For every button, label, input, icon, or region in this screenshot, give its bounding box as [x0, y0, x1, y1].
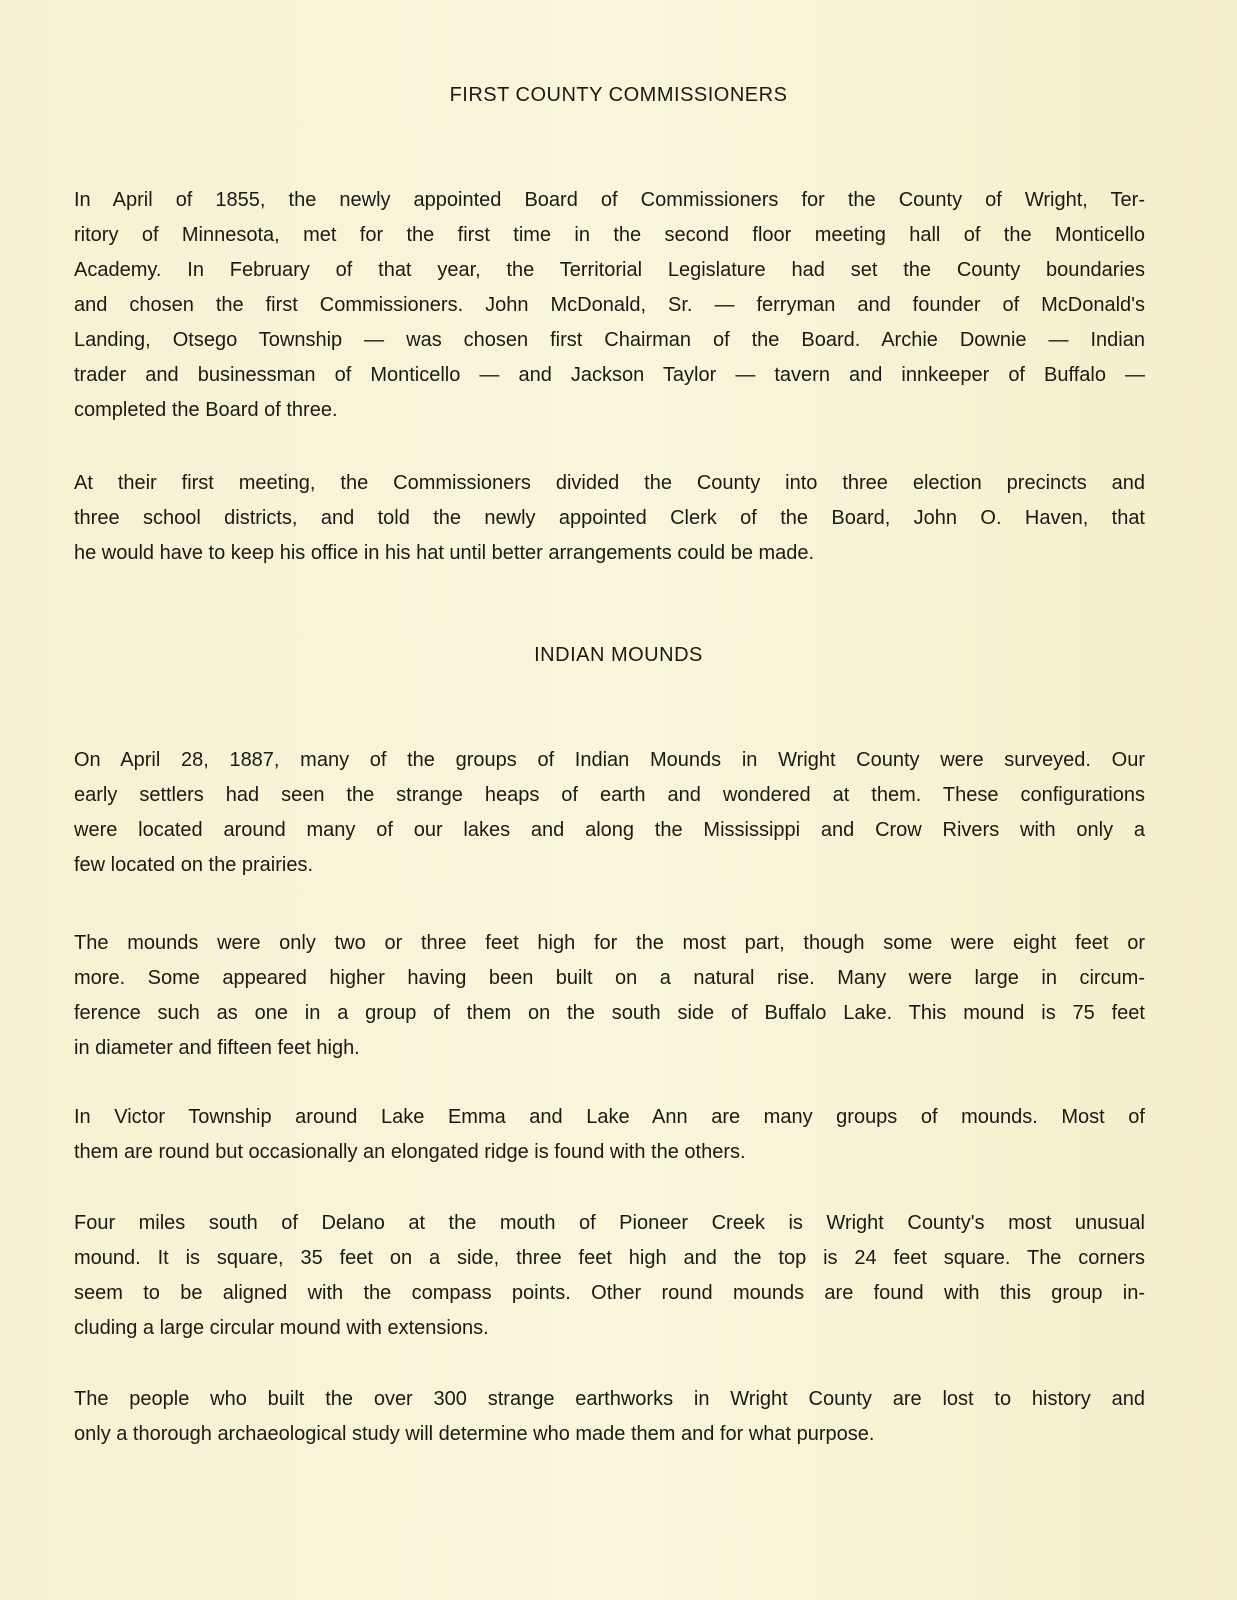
paragraph-line: more. Some appeared higher having been built on a natural rise. Many were large in circum-: [74, 967, 1145, 989]
paragraph-line: them are round but occasionally an elongated ridge is found with the others.: [74, 1141, 746, 1163]
paragraph-line: completed the Board of three.: [74, 399, 338, 421]
paragraph-line: early settlers had seen the strange heaps of earth and wondered at them. These configurations: [74, 784, 1145, 806]
paragraph: [74, 466, 1145, 571]
paragraph-line: In Victor Township around Lake Emma and Lake Ann are many groups of mounds. Most of: [74, 1106, 1145, 1128]
paragraph-line: Landing, Otsego Township — was chosen first Chairman of the Board. Archie Downie — Indian: [74, 329, 1145, 351]
paragraph: [74, 183, 1145, 428]
paragraph-line: ritory of Minnesota, met for the first time in the second floor meeting hall of the Monticello: [74, 224, 1145, 246]
paragraph-line: On April 28, 1887, many of the groups of Indian Mounds in Wright County were surveyed. Our: [74, 749, 1145, 771]
paragraph-line: were located around many of our lakes and along the Mississippi and Crow Rivers with only a: [74, 819, 1145, 841]
paragraph: [74, 926, 1145, 1066]
paragraph-line: in diameter and fifteen feet high.: [74, 1037, 360, 1059]
paragraph-line: The mounds were only two or three feet high for the most part, though some were eight feet or: [74, 932, 1145, 954]
heading-indian-mounds: INDIAN MOUNDS: [534, 644, 703, 666]
paragraph-line: ference such as one in a group of them on the south side of Buffalo Lake. This mound is 75 feet: [74, 1002, 1145, 1024]
paragraph: [74, 743, 1145, 883]
paragraph-line: trader and businessman of Monticello — and Jackson Taylor — tavern and innkeeper of Buffalo —: [74, 364, 1145, 386]
paragraph-line: few located on the prairies.: [74, 854, 314, 876]
paragraph-line: and chosen the first Commissioners. John McDonald, Sr. — ferryman and founder of McDonald's: [74, 294, 1145, 316]
paragraph-line: Four miles south of Delano at the mouth of Pioneer Creek is Wright County's most unusual: [74, 1212, 1145, 1234]
paragraph-line: Academy. In February of that year, the Territorial Legislature had set the County boundaries: [74, 259, 1145, 281]
paragraph: [74, 1206, 1145, 1346]
paragraph: [74, 1382, 1145, 1452]
paragraph-line: At their first meeting, the Commissioners divided the County into three election precincts and: [74, 472, 1145, 494]
paragraph-line: The people who built the over 300 strange earthworks in Wright County are lost to history and: [74, 1388, 1145, 1410]
paragraph-line: three school districts, and told the newly appointed Clerk of the Board, John O. Haven, that: [74, 507, 1145, 529]
heading-first-county-commissioners: FIRST COUNTY COMMISSIONERS: [449, 84, 788, 106]
paragraph-line: In April of 1855, the newly appointed Board of Commissioners for the County of Wright, Ter-: [74, 189, 1145, 211]
paragraph: [74, 1100, 1145, 1170]
paragraph-line: he would have to keep his office in his hat until better arrangements could be made.: [74, 542, 815, 564]
paragraph-line: seem to be aligned with the compass points. Other round mounds are found with this group in-: [74, 1282, 1145, 1304]
paragraph-line: mound. It is square, 35 feet on a side, three feet high and the top is 24 feet square. The corners: [74, 1247, 1145, 1269]
paragraph-line: cluding a large circular mound with extensions.: [74, 1317, 489, 1339]
paragraph-line: only a thorough archaeological study will determine who made them and for what purpose.: [74, 1423, 875, 1445]
